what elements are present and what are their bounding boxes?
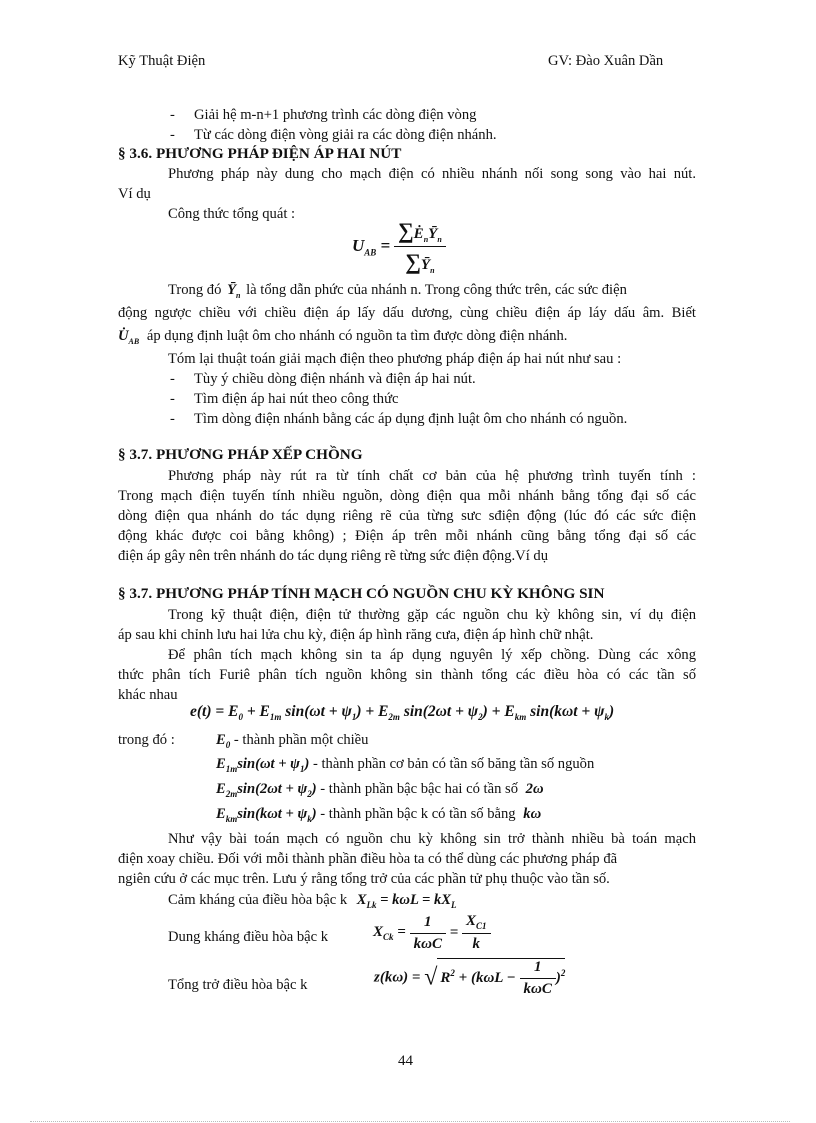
bullet-dash: -	[170, 371, 175, 387]
term-symbol: $E_{1m}\sin(\omega t + \psi_1)$	[216, 756, 310, 774]
paragraph-line: trong đó :	[118, 732, 175, 748]
bullet-dash: -	[170, 127, 175, 143]
paragraph-line: Ví dụ	[118, 186, 151, 202]
voltage-symbol: $U̇_{AB}$	[118, 328, 140, 346]
term-k-harmonic	[216, 804, 794, 829]
frequency-symbol: 2ω	[525, 781, 544, 797]
paragraph-line: Tóm lại thuật toán giải mạch điện theo phương pháp điện áp hai nút như sau :	[168, 351, 622, 367]
paragraph-line: Để phân tích mạch không sin ta áp dụng nguyên lý xếp chồng. Dùng các xông	[168, 647, 696, 663]
paragraph-line: Phương pháp này rút ra từ tính chất cơ bản của hệ phương trình tuyến tính :	[168, 468, 696, 484]
formula-two-node-voltage: $U_{AB}$ = $\frac{\sum Ė_nȲ_n}{\sum Ȳ_n}$	[352, 218, 446, 275]
header-lecturer: GV: Đào Xuân Dần	[548, 53, 664, 69]
paragraph-line: Phương pháp này dung cho mạch điện có nhiều nhánh nối song song vào hai nút.	[168, 166, 696, 182]
where-text-a: Trong đó	[168, 282, 222, 298]
header-course-title: Kỹ Thuật Điện	[118, 53, 206, 69]
paragraph-line: điện áp gây nên trên nhánh do tác dụng riêng rẽ từng sức điện động.Ví dụ	[118, 548, 549, 564]
formula-inductive-reactance: $X_{Lk} = k\omega L = kX_L$	[356, 892, 457, 910]
paragraph-line: động khác được coi bằng không) ; Điện áp trên mỗi nhánh cũng bằng tổng đại số các	[118, 528, 696, 544]
formula-capacitive-reactance: $X_{Ck}$ = $\frac{1}{\text{kωC}}$ = $\frac{X_{C1}}{k}$	[373, 913, 491, 953]
paragraph-line: động ngược chiều với chiều điện áp lấy dấu dương, cùng chiều điện áp láy dấu âm. Biết	[118, 305, 696, 321]
section-heading-3-6: § 3.6. PHƯƠNG PHÁP ĐIỆN ÁP HAI NÚT	[118, 145, 402, 162]
term-description: - thành phần bậc k có tần số bằng	[320, 806, 516, 822]
impedance-label: Tổng trở điều hòa bậc k	[168, 977, 308, 993]
bullet-dash: -	[170, 411, 175, 427]
bullet-dash: -	[170, 391, 175, 407]
term-description: - thành phần một chiều	[233, 732, 369, 748]
term-symbol: $E_0$	[216, 732, 231, 750]
list-item-text: Tùy ý chiều dòng điện nhánh và điện áp hai nút.	[194, 371, 476, 387]
list-item-text: Tìm điện áp hai nút theo công thức	[194, 391, 399, 407]
formula-impedance: z(kω) = √ $R^2 + (k\omega L$ − $\frac{1}{\text{kωC}}$ )$^2$	[374, 959, 566, 997]
term-symbol: $E_{km}\sin(k\omega t + \psi_k)$	[216, 806, 317, 824]
list-item-text: Từ các dòng điện vòng giải ra các dòng điện nhánh.	[194, 127, 497, 143]
page-number: 44	[398, 1053, 413, 1069]
reactance-label: Cảm kháng của điều hòa bậc k	[168, 892, 348, 908]
paragraph-line: Công thức tổng quát :	[168, 206, 296, 222]
list-item-text: Giải hệ m-n+1 phương trình các dòng điện vòng	[194, 107, 477, 123]
term-symbol: $E_{2m}\sin(2\omega t + \psi_2)$	[216, 781, 317, 799]
frequency-symbol: kω	[523, 806, 542, 822]
term-fundamental	[216, 754, 794, 779]
bullet-dash: -	[170, 107, 175, 123]
term-second-harmonic	[216, 779, 794, 804]
paragraph-line: điện xoay chiều. Đối với mỗi thành phần điều hòa ta có thể dùng các phương pháp đã	[118, 851, 618, 867]
section-heading-superposition: § 3.7. PHƯƠNG PHÁP XẾP CHỒNG	[118, 446, 363, 463]
section-heading-non-sinusoidal: § 3.7. PHƯƠNG PHÁP TÍNH MẠCH CÓ NGUỒN CHU KỲ KHÔNG SIN	[118, 585, 605, 602]
capacitive-reactance-label: Dung kháng điều hòa bậc k	[168, 929, 329, 945]
list-item-text: Tìm dòng điện nhánh bằng các áp dụng định luật ôm cho nhánh có nguồn.	[194, 411, 628, 427]
paragraph-line: áp sau khi chỉnh lưu hai lửa chu kỳ, điện áp hình răng cưa, điện áp hình chữ nhật.	[118, 627, 594, 643]
paragraph-line: Như vậy bài toán mạch có nguồn chu kỳ không sin trở thành nhiều bà toán mạch	[168, 831, 696, 847]
term-dc	[216, 730, 794, 755]
paragraph-line: dòng điện qua nhánh do tác dụng riêng rẽ của từng sưc sđiện động (lúc đó các sức điện	[118, 508, 696, 524]
admittance-symbol: $Ȳ_n$	[227, 282, 241, 300]
term-description: - thành phần cơ bản có tần số băng tần số nguồn	[312, 756, 595, 772]
paragraph-text: áp dụng định luật ôm cho nhánh có nguồn ta tìm được dòng điện nhánh.	[146, 328, 568, 344]
where-text-b: là tổng dẫn phức của nhánh n. Trong công thức trên, các sức điện	[246, 282, 627, 298]
paragraph-line: Trong mạch điện tuyến tính nhiều nguồn, dòng điện qua mỗi nhánh bằng tổng đại số các	[118, 488, 696, 504]
paragraph-line: Trong kỹ thuật điện, điện tử thường gặp các nguồn chu kỳ không sin, ví dụ điện	[168, 607, 696, 623]
paragraph-line: khác nhau	[118, 687, 178, 703]
term-description: - thành phần bậc bậc hai có tần số	[320, 781, 519, 797]
formula-fourier-series: $e(t) = E_0 + E_{1m}$ $\sin(\omega t + \psi_1) + E_{2m}$ $\sin(2\omega t + \psi_2) + E_{km}$ $\sin(k\omega t + \psi_k)$	[190, 703, 615, 723]
paragraph-line: thức phân tích Furiê phân tích nguồn không sin thành tổng các điều hòa có các tần số	[118, 667, 696, 683]
paragraph-line: ngiên cứu ở các mục trên. Lưu ý rằng tổng trở của các phần tử phụ thuộc vào tần số.	[118, 871, 610, 887]
inductive-reactance-line	[168, 890, 746, 915]
page-bottom-divider	[30, 1121, 790, 1122]
